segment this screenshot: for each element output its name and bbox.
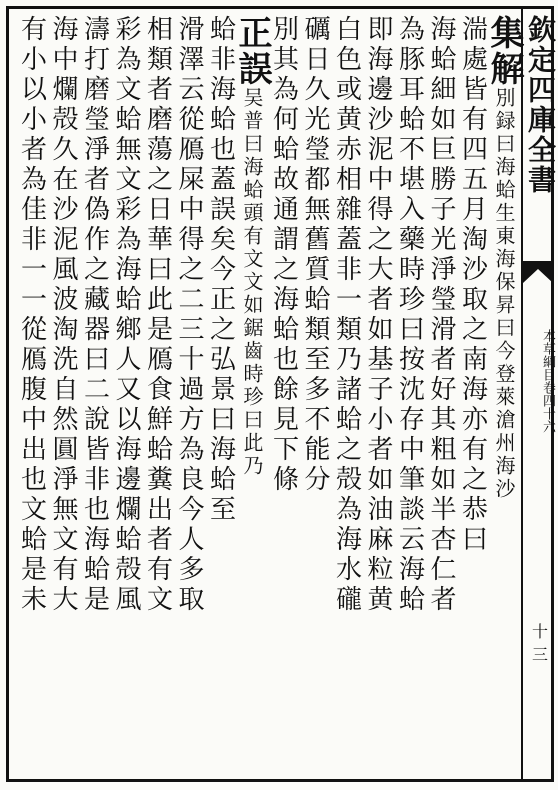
column-text: 別其為何蛤故通謂之海蛤也餘見下條 <box>268 15 299 495</box>
text-column-3 <box>425 15 457 775</box>
column-text: 即海邊沙泥中得之大者如基子小者如油麻粒黄 <box>363 15 393 615</box>
column-text: 有小以小者為佳非一一從鴈腹中出也文蛤是未 <box>16 15 47 615</box>
text-column-14 <box>78 15 110 775</box>
chapter-label: 本草綱目卷四十六 <box>540 329 555 433</box>
text-column-6 <box>330 15 362 775</box>
text-column-12 <box>141 15 173 775</box>
page-number: 十三 <box>531 622 548 664</box>
column-text: 白色或黄赤相雜蓋非一類乃諸蛤之殻為海水礲 <box>331 15 362 615</box>
column-text: 別録曰海蛤生東海保昇曰今登萊滄州海沙 <box>492 87 516 501</box>
column-text: 彩為文蛤無文彩為海蛤鄉人又以海邊爛蛤殻風 <box>111 15 141 615</box>
text-column-9 <box>232 15 272 775</box>
text-column-10 <box>204 15 236 775</box>
text-column-16 <box>15 15 47 775</box>
book-title: 欽定四庫全書 <box>524 15 557 195</box>
text-column-1 <box>484 15 524 775</box>
text-column-7 <box>299 15 331 775</box>
text-column-11 <box>173 15 205 775</box>
column-text: 相類者磨蕩之日華曰此是鴈食鮮蛤糞出者有文 <box>142 15 173 615</box>
text-column-4 <box>393 15 425 775</box>
column-text: 為豚耳蛤不堪入藥時珍曰按沈存中筆談云海蛤 <box>394 15 425 615</box>
section-heading-zhengwu: 正誤 <box>232 15 272 87</box>
column-text: 海中爛殻久在沙泥風波淘洗自然圓淨無文有大 <box>48 15 78 615</box>
column-text: 礪日久光瑩都無舊質蛤類至多不能分 <box>300 15 330 495</box>
fish-tail-mark-icon <box>523 257 553 287</box>
text-column-13 <box>110 15 142 775</box>
column-text: 海蛤細如巨勝子光淨瑩滑者好其粗如半杏仁者 <box>426 15 456 615</box>
page-frame <box>6 6 557 782</box>
column-text: 蛤非海蛤也蓋誤矣今正之弘景曰海蛤至 <box>205 15 236 525</box>
text-column-8 <box>267 15 299 775</box>
text-column-15 <box>47 15 79 775</box>
column-text: 吴普曰海蛤頭有文文如鋸齒時珍曰此乃 <box>240 87 264 478</box>
section-heading-jijie: 集解 <box>484 15 524 87</box>
column-text: 滑澤云從鴈屎中得之二三十過方為良今人多取 <box>174 15 204 615</box>
text-column-5 <box>362 15 394 775</box>
column-text: 濤打磨瑩淨者偽作之藏器曰二說皆非也海蛤是 <box>79 15 110 615</box>
title-band <box>521 9 555 779</box>
text-column-2 <box>456 15 488 775</box>
column-text: 湍處皆有四五月淘沙取之南海亦有之恭曰 <box>457 15 488 555</box>
book-page <box>2 4 557 784</box>
